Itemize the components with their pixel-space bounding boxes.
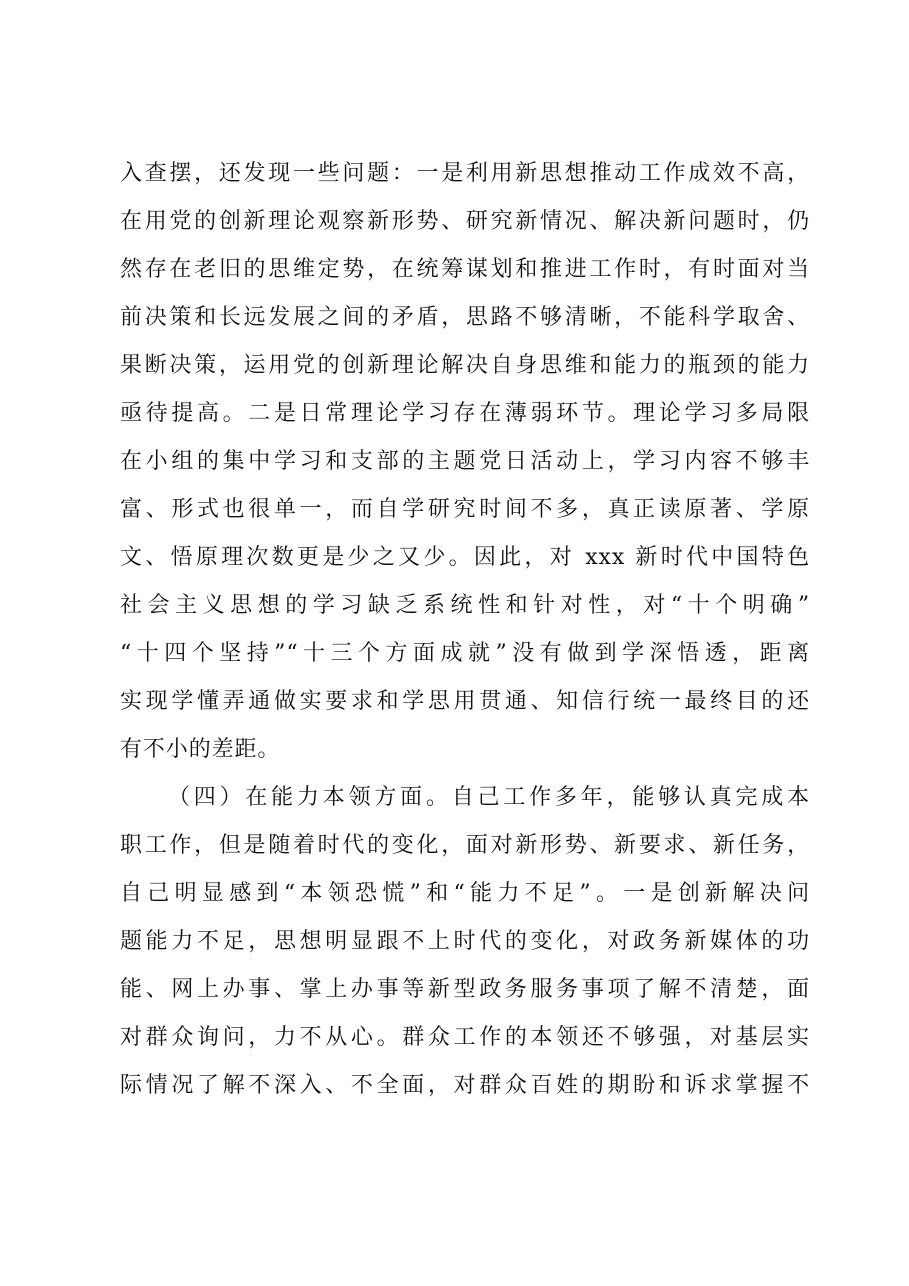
- text-line: 职工作，但是随着时代的变化，面对新形势、新要求、新任务，: [120, 833, 810, 858]
- text-line: 富、形式也很单一，而自学研究时间不多，真正读原著、学原: [120, 497, 810, 522]
- text-line: 亟待提高。二是日常理论学习存在薄弱环节。理论学习多局限: [120, 401, 810, 426]
- text-line: 题能力不足，思想明显跟不上时代的变化，对政务新媒体的功: [120, 929, 810, 954]
- paragraph-1: [120, 150, 810, 774]
- text-line: 文、悟原理次数更是少之又少。因此，对 xxx 新时代中国特色: [120, 545, 810, 570]
- text-line: 有不小的差距。: [120, 737, 281, 762]
- text-line: （四）在能力本领方面。自己工作多年，能够认真完成本: [168, 785, 810, 810]
- text-line: 在小组的集中学习和支部的主题党日活动上，学习内容不够丰: [120, 449, 810, 474]
- text-line: 果断决策，运用党的创新理论解决自身思维和能力的瓶颈的能力: [120, 353, 810, 378]
- paragraph-2: [120, 774, 810, 1110]
- text-line: 在用党的创新理论观察新形势、研究新情况、解决新问题时，仍: [120, 209, 810, 234]
- text-line: 社会主义思想的学习缺乏系统性和针对性，对“十个明确”: [120, 593, 810, 618]
- document-body: [120, 150, 810, 1110]
- text-line: 然存在老旧的思维定势，在统筹谋划和推进工作时，有时面对当: [120, 257, 810, 282]
- text-line: 实现学懂弄通做实要求和学思用贯通、知信行统一最终目的还: [120, 689, 810, 714]
- text-line: 能、网上办事、掌上办事等新型政务服务事项了解不清楚，面: [120, 977, 810, 1002]
- text-line: 自己明显感到“本领恐慌”和“能力不足”。一是创新解决问: [120, 881, 810, 906]
- text-line: “十四个坚持”“十三个方面成就”没有做到学深悟透，距离: [120, 641, 810, 666]
- text-line: 前决策和长远发展之间的矛盾，思路不够清晰，不能科学取舍、: [120, 305, 810, 330]
- text-line: 入查摆，还发现一些问题：一是利用新思想推动工作成效不高，: [120, 161, 810, 186]
- text-line: 际情况了解不深入、不全面，对群众百姓的期盼和诉求掌握不: [120, 1073, 810, 1098]
- text-line: 对群众询问，力不从心。群众工作的本领还不够强，对基层实: [120, 1025, 810, 1050]
